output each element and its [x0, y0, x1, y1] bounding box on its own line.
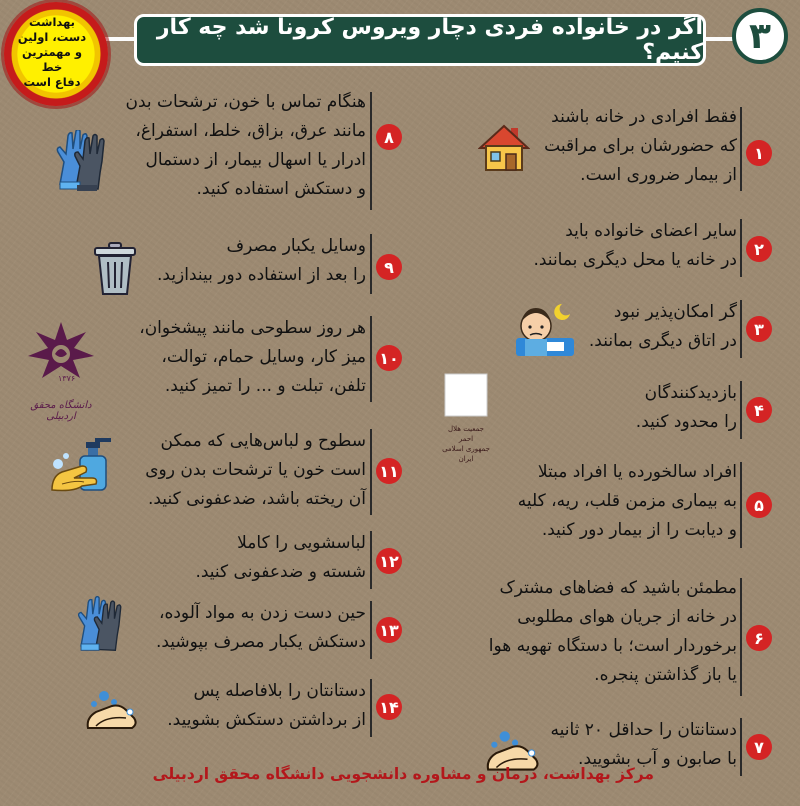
item-divider	[740, 578, 742, 696]
item-divider	[740, 462, 742, 548]
seal-text	[16, 14, 88, 89]
item-divider	[370, 429, 372, 515]
item-divider	[740, 107, 742, 191]
item-divider	[740, 718, 742, 776]
item-divider	[370, 316, 372, 402]
item-divider	[370, 92, 372, 210]
crescent-icon	[440, 372, 492, 420]
item-number-4: ۴	[746, 397, 772, 423]
university-caption: دانشگاه محقق اردبیلی	[30, 400, 92, 422]
item-10-text: هر روز سطوحی مانند پیشخوان، میز کار، وسایل حمام، توالت، تلفن، تبلت و ... را تمیز کنید.	[139, 318, 366, 396]
item-number-8: ۸	[376, 124, 402, 150]
item-divider	[740, 219, 742, 277]
page-title-bar	[134, 14, 706, 66]
item-number-6: ۶	[746, 625, 772, 651]
item-number-5: ۵	[746, 492, 772, 518]
hand-wash-icon	[84, 690, 140, 734]
item-9-text: وسایل یکبار مصرف را بعد از استفاده دور بیندازید.	[157, 236, 366, 285]
item-number-12: ۱۲	[376, 548, 402, 574]
item-number-2: ۲	[746, 236, 772, 262]
item-divider	[370, 679, 372, 737]
red-crescent-logo	[440, 372, 492, 463]
item-3-text: گر امکان‌پذیر نبود در اتاق دیگری بمانند.	[588, 302, 737, 351]
seal-line: دست، اولین	[17, 29, 87, 44]
item-divider	[370, 601, 372, 659]
item-11-text: سطوح و لباس‌هایی که ممکن است خون یا ترشحات بدن روی آن ریخته باشد، ضدعفونی کنید.	[145, 431, 366, 509]
sick-person-icon	[512, 300, 578, 360]
gloves-icon	[72, 596, 128, 654]
seal-line: دفاع است	[23, 74, 81, 89]
item-4-text: بازدیدکنندگان را محدود کنید.	[635, 383, 737, 432]
item-number-13: ۱۳	[376, 617, 402, 643]
red-crescent-caption: جمعیت هلال احمر جمهوری اسلامی ایران	[442, 425, 490, 463]
item-8-text: هنگام تماس با خون، ترشحات بدن مانند عرق، بزاق، خلط، استفراغ، ادرار یا اسهال بیمار، از دستمال و دستکش استفاده کنید.	[125, 92, 366, 199]
gloves-icon	[50, 130, 112, 192]
item-divider	[740, 300, 742, 358]
seal-line: بهداشت	[29, 14, 75, 29]
footer-credit: مرکز بهداشت، درمان و مشاوره دانشجویی دانشگاه محقق اردبیلی	[152, 765, 654, 783]
section-number: ۳	[732, 8, 788, 64]
item-number-10: ۱۰	[376, 345, 402, 371]
item-2-text: سایر اعضای خانواده باید در خانه یا محل دیگری بمانند.	[533, 221, 737, 270]
item-6-text: مطمئن باشید که فضاهای مشترک در خانه از جریان هوای مطلوبی برخوردار است؛ با دستگاه تهویه هوا یا باز گذاشتن پنجره.	[488, 578, 737, 685]
item-divider	[740, 381, 742, 439]
item-7-text: دستانتان را حداقل ۲۰ ثانیه با صابون و آب بشویید.	[550, 720, 737, 769]
sanitizer-icon	[46, 434, 116, 500]
item-1-text: فقط افرادی در خانه باشند که حضورشان برای مراقبت از بیمار ضروری است.	[544, 107, 737, 185]
university-logo	[18, 318, 104, 422]
item-13-text: حین دست زدن به مواد آلوده، دستکش یکبار مصرف بپوشید.	[155, 603, 366, 652]
item-divider	[370, 531, 372, 589]
item-14-text: دستانتان را بلافاصله پس از برداشتن دستکش بشویید.	[167, 681, 366, 730]
item-12-text: لباسشویی را کاملا شسته و ضدعفونی کنید.	[195, 533, 366, 582]
item-5-text: افراد سالخورده یا افراد مبتلا به بیماری مزمن قلب، ریه، کلیه و دیابت را از بیمار دور کنید.	[517, 462, 737, 540]
trash-can-icon	[92, 242, 138, 296]
item-number-7: ۷	[746, 734, 772, 760]
item-number-1: ۱	[746, 140, 772, 166]
item-number-9: ۹	[376, 254, 402, 280]
item-number-3: ۳	[746, 316, 772, 342]
item-number-11: ۱۱	[376, 458, 402, 484]
university-year: ۱۳۷۶	[58, 374, 76, 383]
seal-line: و مهمترین خط	[21, 44, 83, 74]
item-divider	[370, 234, 372, 294]
page-title: اگر در خانواده فردی دچار ویروس کرونا شد چه کار کنیم؟	[156, 15, 703, 65]
item-number-14: ۱۴	[376, 694, 402, 720]
house-icon	[478, 122, 530, 174]
